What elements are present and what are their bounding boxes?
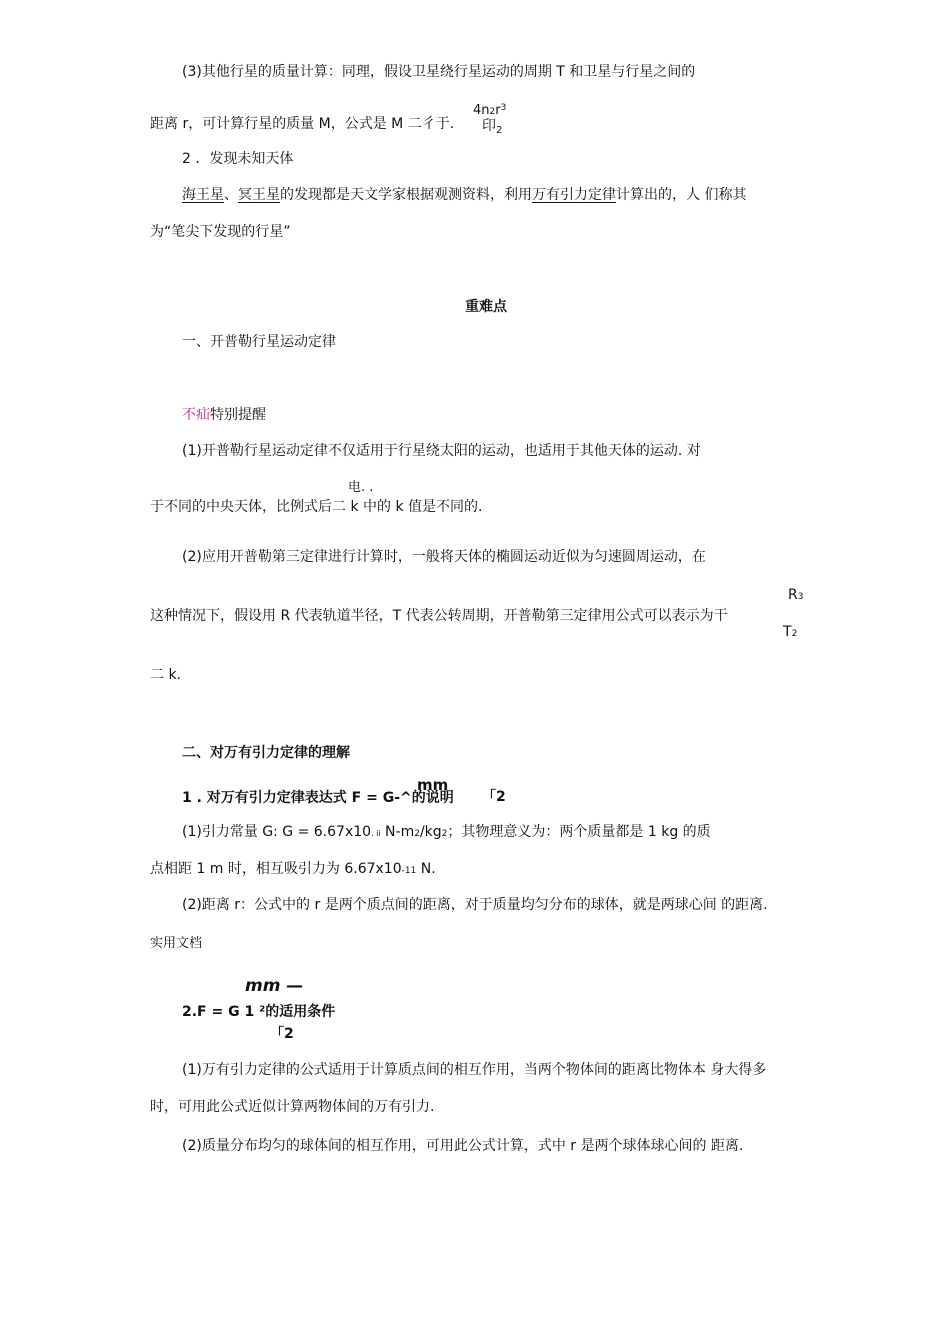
- item2-title: 2.F = G 1 ²的适用条件: [182, 1004, 336, 1020]
- section-discover-line2: 为“笔尖下发现的行星”: [150, 224, 291, 240]
- gravitational-constant-line1: (1)引力常量 G: G = 6.67x10. ii N-m2/kg2；其物理意义为：两个质量都是 1 kg 的质: [182, 824, 711, 840]
- applicability-line1: (1)万有引力定律的公式适用于计算质点间的相互作用，当两个物体间的距离比物体本 身大得多: [182, 1062, 767, 1078]
- section-heading-discover: 2 ．发现未知天体: [182, 151, 294, 167]
- kepler-p1-line2: 于不同的中央天体，比例式后二 k 中的 k 值是不同的.: [150, 499, 483, 515]
- gravitational-constant-line2: 点相距 1 m 时，相互吸引力为 6.67x10-11 N.: [150, 861, 436, 877]
- applicability-line2: 时，可用此公式近似计算两物体间的万有引力.: [150, 1099, 435, 1115]
- applicability-line3: (2)质量分布均匀的球体间的相互作用，可用此公式计算，式中 r 是两个球体球心间的 距离.: [182, 1138, 744, 1154]
- item2-bracket: 「2: [270, 1026, 294, 1042]
- para-mass-line1: (3)其他行星的质量计算：同理，假设卫星绕行星运动的周期 T 和卫星与行星之间的: [182, 64, 696, 80]
- kepler-p2-line1: (2)应用开普勒第三定律进行计算时，一般将天体的椭圆运动近似为匀速圆周运动，在: [182, 549, 706, 565]
- para-mass-line2: 距离 r，可计算行星的质量 M，公式是 M 二彳于.: [150, 116, 455, 132]
- kepler-p1-mark: 电. .: [348, 480, 374, 495]
- formula-denominator: 印$_2$: [482, 118, 503, 136]
- kepler-p2-line2: 这种情况下，假设用 R 代表轨道半径，T 代表公转周期，开普勒第三定律用公式可以表示为干: [150, 608, 728, 624]
- kepler-p1-line1: (1)开普勒行星运动定律不仅适用于行星绕太阳的运动，也适用于其他天体的运动. 对: [182, 443, 701, 459]
- item1-bracket: 「2: [482, 789, 506, 805]
- item1-mm: mm: [417, 776, 449, 794]
- formula-numerator: $4n2r^3$: [473, 103, 507, 118]
- key-points-title: 重难点: [465, 299, 507, 315]
- distance-r-line: (2)距离 r：公式中的 r 是两个质点间的距离，对于质量均匀分布的球体，就是两球心间 的距离.: [182, 897, 768, 913]
- kepler-heading: 一、开普勒行星运动定律: [182, 334, 336, 350]
- kepler-formula-R: R3: [788, 587, 804, 603]
- kepler-p2-line3: 二 k.: [150, 667, 182, 683]
- item2-mm: mm —: [245, 976, 304, 996]
- gravitation-heading: 二、对万有引力定律的理解: [182, 745, 350, 761]
- tip-icon: 不疝: [182, 407, 210, 423]
- footer-label: 实用文档: [150, 936, 203, 951]
- special-tip: 不疝特别提醒: [182, 407, 266, 423]
- section-discover-line1: 海王星、冥王星的发现都是天文学家根据观测资料，利用万有引力定律计算出的，人 们称其: [182, 187, 747, 203]
- kepler-formula-T: T2: [783, 624, 798, 640]
- item1-title: 1 . 对万有引力定律表达式 F = G-^的说明: [182, 790, 454, 806]
